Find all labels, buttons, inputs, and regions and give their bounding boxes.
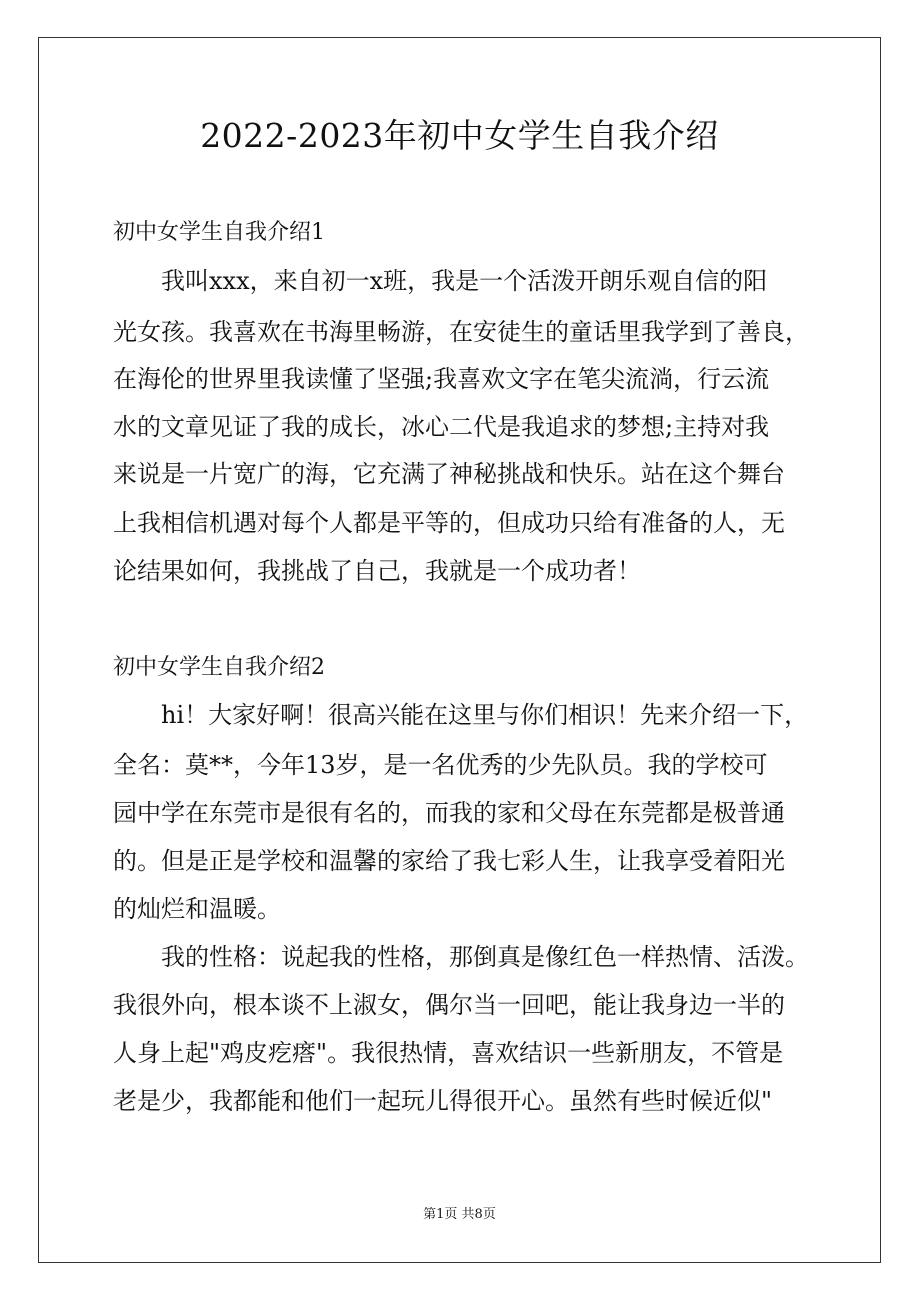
paragraph-line: 的。但是正是学校和温馨的家给了我七彩人生，让我享受着阳光 — [113, 847, 785, 875]
paragraph-line: 我叫xxx，来自初一x班，我是一个活泼开朗乐观自信的阳 — [161, 267, 768, 295]
paragraph-line: 上我相信机遇对每个人都是平等的，但成功只给有准备的人，无 — [113, 509, 785, 537]
paragraph-line: 全名：莫**，今年13岁，是一名优秀的少先队员。我的学校可 — [113, 751, 768, 779]
page-footer: 第1页 共8页 — [423, 1207, 496, 1222]
paragraph-line: 我很外向，根本谈不上淑女，偶尔当一回吧，能让我身边一半的 — [113, 991, 785, 1019]
section-heading: 初中女学生自我介绍1 — [113, 220, 325, 245]
paragraph-line: 园中学在东莞市是很有名的，而我的家和父母在东莞都是极普通 — [113, 799, 785, 827]
paragraph-line: 水的文章见证了我的成长，冰心二代是我追求的梦想;主持对我 — [113, 413, 770, 441]
section-heading: 初中女学生自我介绍2 — [113, 655, 325, 680]
paragraph-line: 我的性格：说起我的性格，那倒真是像红色一样热情、活泼。 — [161, 943, 809, 971]
paragraph-line: 来说是一片宽广的海，它充满了神秘挑战和快乐。站在这个舞台 — [113, 460, 785, 488]
paragraph-line: 老是少，我都能和他们一起玩儿得很开心。虽然有些时候近似" — [113, 1087, 773, 1115]
paragraph-line: 光女孩。我喜欢在书海里畅游，在安徒生的童话里我学到了善良， — [113, 318, 809, 346]
paragraph-line: 在海伦的世界里我读懂了坚强;我喜欢文字在笔尖流淌，行云流 — [113, 365, 770, 393]
paragraph-line: 论结果如何，我挑战了自己，我就是一个成功者！ — [113, 557, 641, 585]
document-title: 2022-2023年初中女学生自我介绍 — [200, 116, 719, 155]
paragraph-line: 的灿烂和温暖。 — [113, 895, 281, 923]
paragraph-line: 人身上起"鸡皮疙瘩"。我很热情，喜欢结识一些新朋友，不管是 — [113, 1039, 784, 1067]
paragraph-line: hi！大家好啊！很高兴能在这里与你们相识！先来介绍一下， — [161, 701, 809, 729]
